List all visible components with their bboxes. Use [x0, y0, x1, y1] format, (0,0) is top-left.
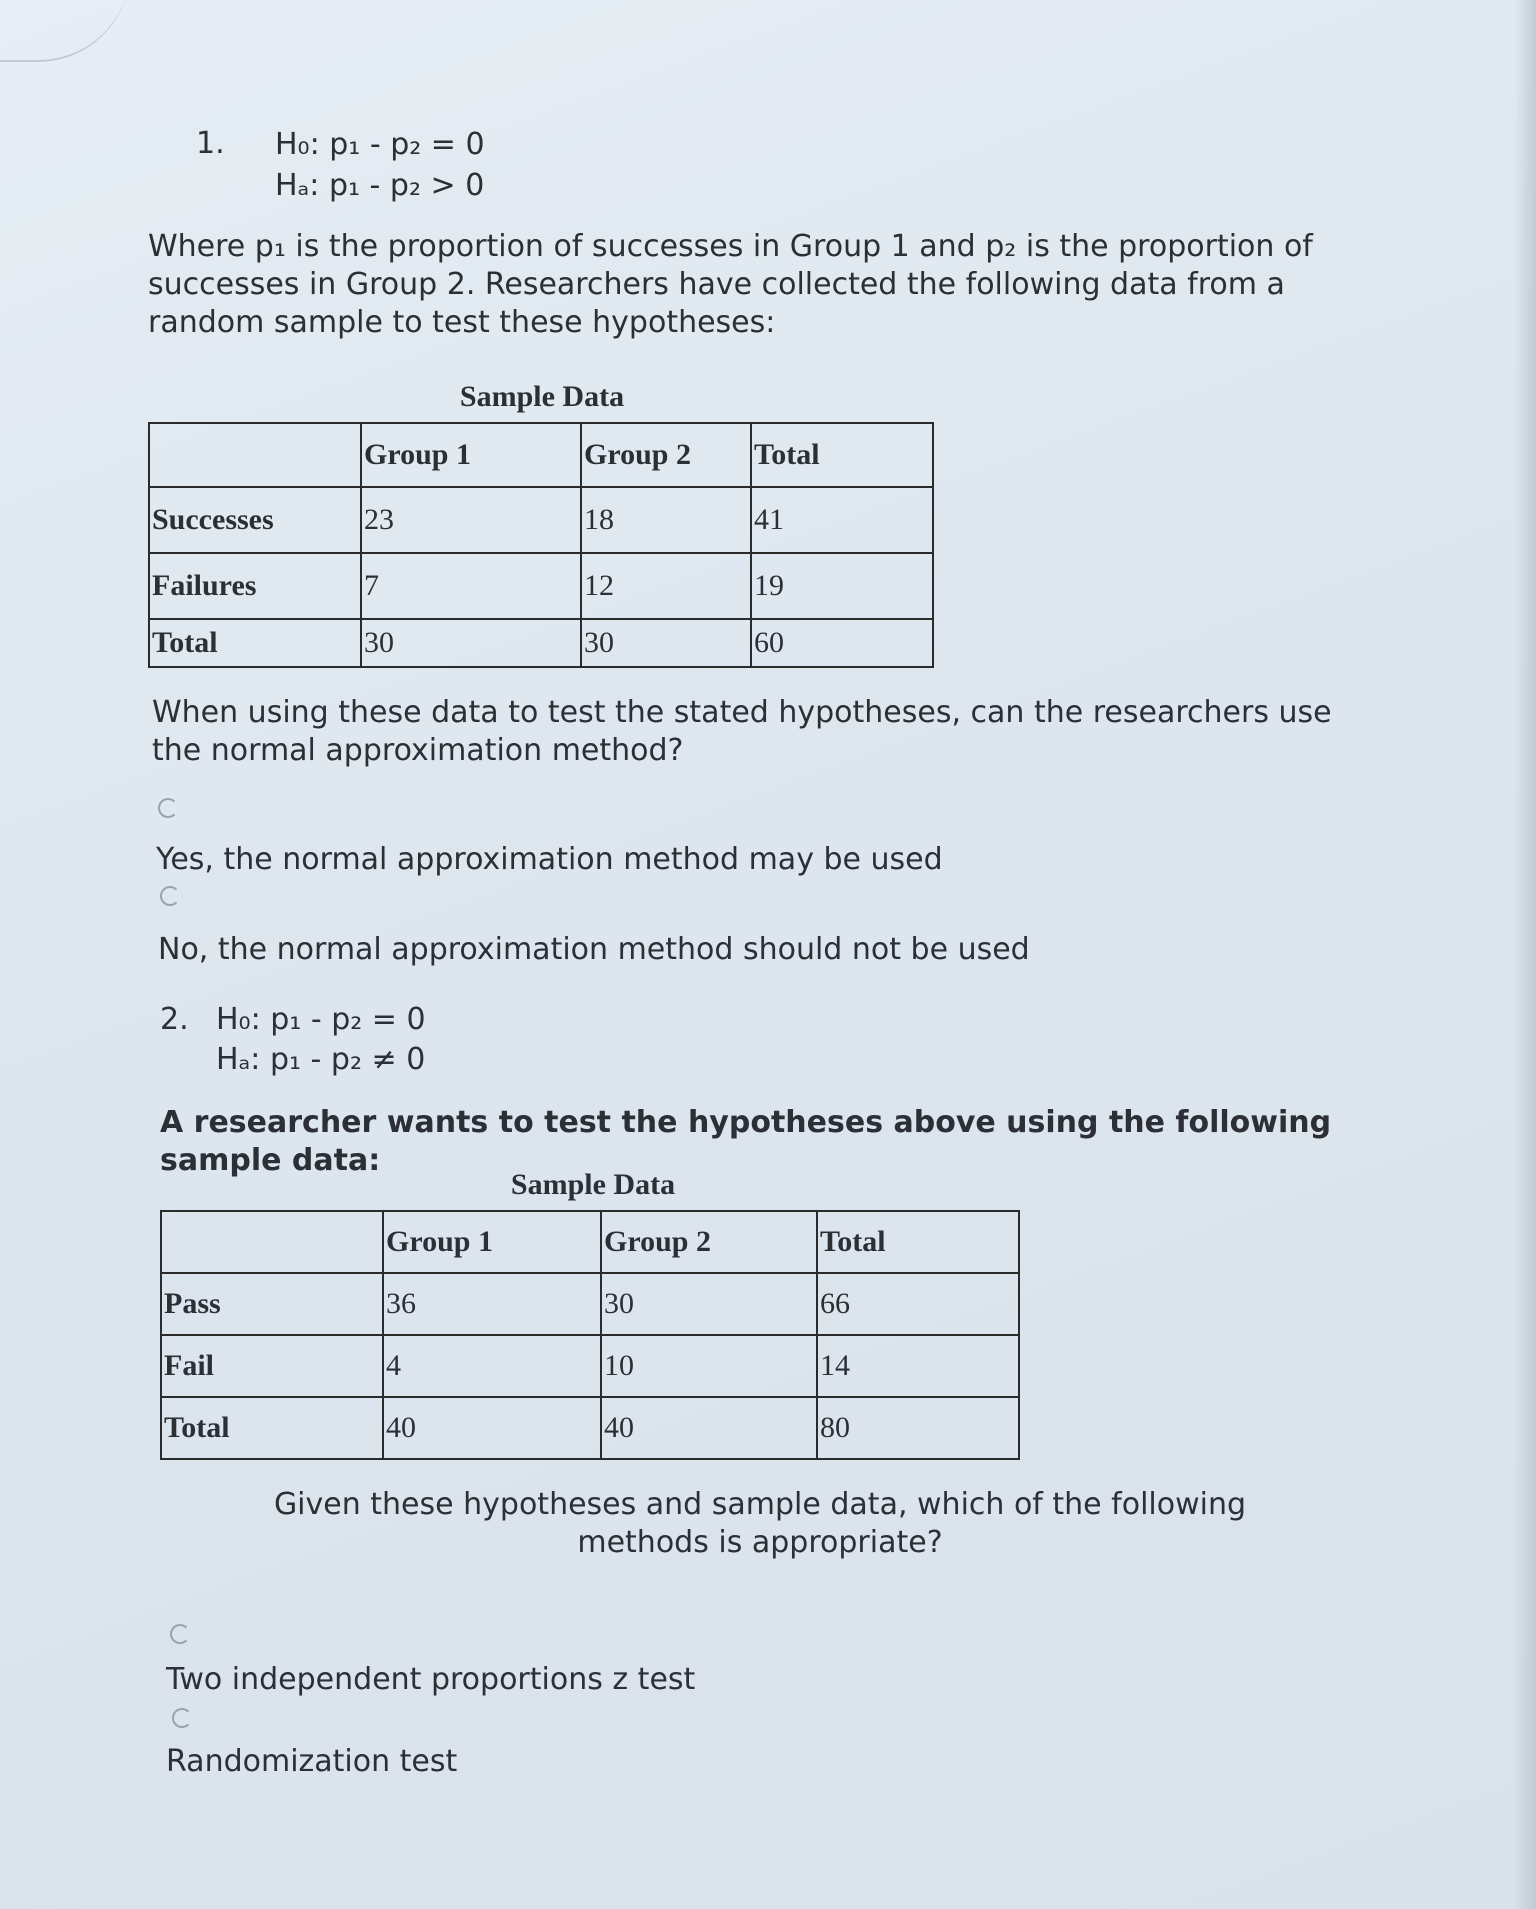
table-header-cell: [149, 423, 361, 487]
table-row-label: Pass: [161, 1273, 383, 1335]
table-cell: 66: [817, 1273, 1019, 1335]
table-header-cell: Group 1: [383, 1211, 601, 1273]
table-row: [161, 1335, 1019, 1397]
table-cell: 41: [751, 487, 933, 553]
q2-option-ztest-label[interactable]: Two independent proportions z test: [166, 1662, 696, 1697]
table-row: [161, 1273, 1019, 1335]
table-row: [149, 553, 933, 619]
paper-edge-shadow: [1514, 0, 1536, 1909]
table-row: [149, 619, 933, 667]
q1-question-text: When using these data to test the stated hypotheses, can the researchers use the normal approximation method?: [152, 695, 1332, 768]
table-row-label: Failures: [149, 553, 361, 619]
table-header-cell: Total: [817, 1211, 1019, 1273]
q2-null-hypothesis: H₀: p₁ - p₂ = 0: [216, 1002, 426, 1037]
table-cell: 12: [581, 553, 751, 619]
table-cell: 30: [361, 619, 581, 667]
table-row-label: Total: [149, 619, 361, 667]
table-cell: 19: [751, 553, 933, 619]
table-cell: 14: [817, 1335, 1019, 1397]
q2-option-randomization-radio[interactable]: [172, 1708, 192, 1728]
q2-table-title: Sample Data: [510, 1168, 676, 1201]
table-cell: 10: [601, 1335, 817, 1397]
q2-question-text: Given these hypotheses and sample data, which of the following methods is appropriate?: [273, 1487, 1247, 1560]
table-row: [149, 487, 933, 553]
q1-option-no-radio[interactable]: [160, 886, 180, 906]
table-header-row: [149, 423, 933, 487]
table-cell: 23: [361, 487, 581, 553]
q2-option-ztest-radio[interactable]: [170, 1624, 190, 1644]
table-header-cell: [161, 1211, 383, 1273]
table-row-label: Successes: [149, 487, 361, 553]
table-header-cell: Group 2: [581, 423, 751, 487]
table-header-cell: Total: [751, 423, 933, 487]
table-cell: 30: [601, 1273, 817, 1335]
paper-corner-curl: [0, 0, 130, 62]
q1-alt-hypothesis: Hₐ: p₁ - p₂ > 0: [275, 168, 485, 203]
table-row-label: Total: [161, 1397, 383, 1459]
table-header-row: [161, 1211, 1019, 1273]
q2-option-randomization-label[interactable]: Randomization test: [166, 1744, 458, 1779]
table-cell: 7: [361, 553, 581, 619]
table-cell: 80: [817, 1397, 1019, 1459]
table-header-cell: Group 1: [361, 423, 581, 487]
q1-option-no-label[interactable]: No, the normal approximation method should not be used: [158, 932, 1030, 967]
q1-number: 1.: [196, 126, 225, 161]
table-row: [161, 1397, 1019, 1459]
q1-null-hypothesis: H₀: p₁ - p₂ = 0: [275, 127, 485, 162]
table-cell: 40: [601, 1397, 817, 1459]
q1-option-yes-radio[interactable]: [158, 798, 178, 818]
q1-option-yes-label[interactable]: Yes, the normal approximation method may be used: [156, 842, 943, 877]
table-row-label: Fail: [161, 1335, 383, 1397]
q1-intro-text: Where p₁ is the proportion of successes in Group 1 and p₂ is the proportion of successes in Group 2. Researchers have collected the following data from a random sample to test these hypotheses:: [148, 229, 1313, 340]
table-cell: 60: [751, 619, 933, 667]
table-cell: 30: [581, 619, 751, 667]
table-cell: 40: [383, 1397, 601, 1459]
table-cell: 36: [383, 1273, 601, 1335]
q1-sample-data-table: [148, 422, 934, 668]
q2-intro-text: A researcher wants to test the hypotheses above using the following sample data:: [160, 1105, 1332, 1178]
q2-alt-hypothesis: Hₐ: p₁ - p₂ ≠ 0: [216, 1042, 426, 1077]
table-cell: 4: [383, 1335, 601, 1397]
q2-sample-data-table: [160, 1210, 1020, 1460]
q2-number: 2.: [160, 1002, 189, 1037]
q1-table-title: Sample Data: [459, 380, 625, 413]
table-header-cell: Group 2: [601, 1211, 817, 1273]
table-cell: 18: [581, 487, 751, 553]
